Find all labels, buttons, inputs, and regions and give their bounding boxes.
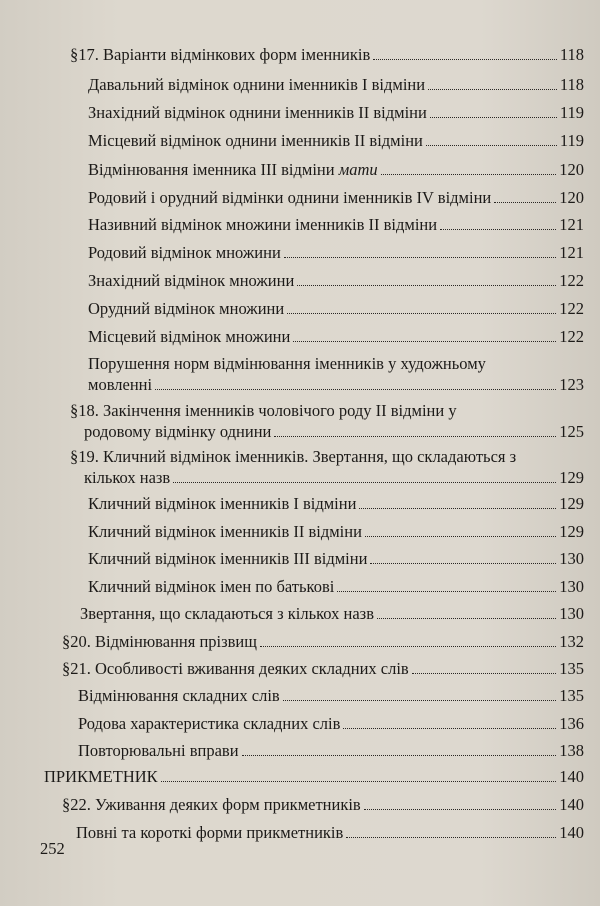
toc-entry-page: 119 [559,131,584,150]
leader-dots [346,837,556,838]
toc-entry-title: Місцевий відмінок множини [88,327,291,346]
toc-entry-page: 130 [559,577,584,596]
toc-entry-page: 140 [559,823,584,842]
toc-entry-title: Родовий і орудний відмінки однини іменників IV відміни [88,188,492,207]
toc-entry-title: Звертання, що складаються з кількох назв [80,604,374,623]
toc-entry-title: мовленні [88,375,153,394]
toc-entry-title-text: Відмінювання іменника III відміни [88,160,339,179]
toc-entry-title: родовому відмінку однини [84,422,272,441]
toc-entry-title: Місцевий відмінок однини іменників II відміни [88,131,423,150]
leader-dots [161,781,557,782]
toc-entry [44,766,584,787]
toc-entry-title: Родовий відмінок множини [88,243,281,262]
leader-dots [293,341,556,342]
toc-entry-page: 125 [559,422,584,441]
toc-entry-title: Знахідний відмінок однини іменників II відміни [88,103,427,122]
toc-entry [88,159,584,180]
toc-entry-title: Повторювальні вправи [78,741,239,760]
leader-dots [287,313,556,314]
toc-entry-title-line1: §19. Кличний відмінок іменників. Звертання, що складаються з [70,447,517,466]
toc-entry [88,576,584,597]
toc-entry [88,242,584,263]
toc-entry-title: кількох назв [84,468,171,487]
toc-entry-page: 120 [559,160,584,179]
leader-dots [242,755,557,756]
leader-dots [364,809,557,810]
toc-entry-page: 132 [559,632,584,651]
toc-entry [78,713,584,734]
toc-entry-title: Знахідний відмінок множини [88,271,295,290]
leader-dots [373,59,557,60]
leader-dots [343,728,556,729]
toc-entry-title [88,159,378,180]
toc-entry [88,214,584,235]
toc-entry-page: 140 [559,795,584,814]
leader-dots [284,257,556,258]
leader-dots [440,229,556,230]
toc-entry-title: Кличний відмінок іменників I відміни [88,494,357,513]
toc-entry-title: Родова характеристика складних слів [78,714,341,733]
toc-entry [78,685,584,706]
toc-entry [88,270,584,291]
toc-entry [88,130,584,151]
leader-dots [428,89,557,90]
toc-entry-page: 129 [559,468,584,487]
toc-entry-title: Давальний відмінок однини іменників I відміни [88,75,426,94]
leader-dots [337,591,556,592]
toc-entry [88,102,584,123]
leader-dots [359,508,556,509]
toc-entry-title-line1: Порушення норм відмінювання іменників у художньому [88,354,486,373]
toc-entry-title-italic: мати [338,160,378,179]
toc-entry-page: 120 [559,188,584,207]
leader-dots [377,618,556,619]
toc-entry-title: Орудний відмінок множини [88,299,285,318]
toc-entry [62,631,584,652]
toc-entry-title: Називний відмінок множини іменників II відміни [88,215,438,234]
toc-entry-page: 118 [559,45,584,64]
toc-entry-page: 129 [559,494,584,513]
toc-entry [88,298,584,319]
toc-entry-title: Відмінювання складних слів [78,686,280,705]
leader-dots [274,436,556,437]
toc-entry-page: 129 [559,522,584,541]
toc-entry [88,548,584,569]
toc-entry-page: 122 [559,271,584,290]
toc-entry [88,521,584,542]
toc-entry [70,400,584,442]
toc-entry-title: §20. Відмінювання прізвищ [62,632,257,651]
toc-entry [88,326,584,347]
leader-dots [430,117,557,118]
toc-entry-page: 136 [559,714,584,733]
leader-dots [155,389,556,390]
leader-dots [381,174,557,175]
toc-entry-page: 118 [559,75,584,94]
toc-entry-page: 121 [559,215,584,234]
page-number: 252 [40,839,65,858]
leader-dots [412,673,557,674]
toc-entry-title: ПРИКМЕТНИК [44,767,158,786]
leader-dots [494,202,556,203]
toc-entry [62,794,584,815]
toc-entry-page: 122 [559,299,584,318]
toc-entry-title-line1: §18. Закінчення іменників чоловічого роду II відміни у [70,401,457,420]
toc-entry [88,493,584,514]
toc-entry [62,658,584,679]
toc-entry-title: §17. Варіанти відмінкових форм іменників [70,45,371,64]
leader-dots [283,700,557,701]
toc-entry [88,187,584,208]
toc-entry-page: 123 [559,375,584,394]
leader-dots [426,145,557,146]
toc-entry-title: Кличний відмінок імен по батькові [88,577,335,596]
toc-entry [70,446,584,488]
toc-entry-page: 121 [559,243,584,262]
toc-entry-page: 138 [559,741,584,760]
toc-entry [76,822,584,843]
toc-entry-title: §22. Уживання деяких форм прикметників [62,795,361,814]
leader-dots [173,482,556,483]
toc-entry-title: Кличний відмінок іменників II відміни [88,522,362,541]
leader-dots [365,536,556,537]
toc-entry [78,740,584,761]
toc-entry [88,353,584,395]
leader-dots [370,563,556,564]
toc-entry-page: 130 [559,604,584,623]
toc-entry-page: 130 [559,549,584,568]
toc-entry [88,74,584,95]
toc-entry-title: Повні та короткі форми прикметників [76,823,344,842]
toc-entry-page: 135 [559,659,584,678]
toc-entry [80,603,584,624]
toc-entry-title: Кличний відмінок іменників III відміни [88,549,368,568]
toc-entry-page: 119 [559,103,584,122]
toc-entry-page: 140 [559,767,584,786]
leader-dots [297,285,556,286]
leader-dots [260,646,556,647]
toc-entry-page: 122 [559,327,584,346]
toc-entry-page: 135 [559,686,584,705]
toc-entry-title: §21. Особливості вживання деяких складних слів [62,659,409,678]
toc-entry [70,44,584,65]
